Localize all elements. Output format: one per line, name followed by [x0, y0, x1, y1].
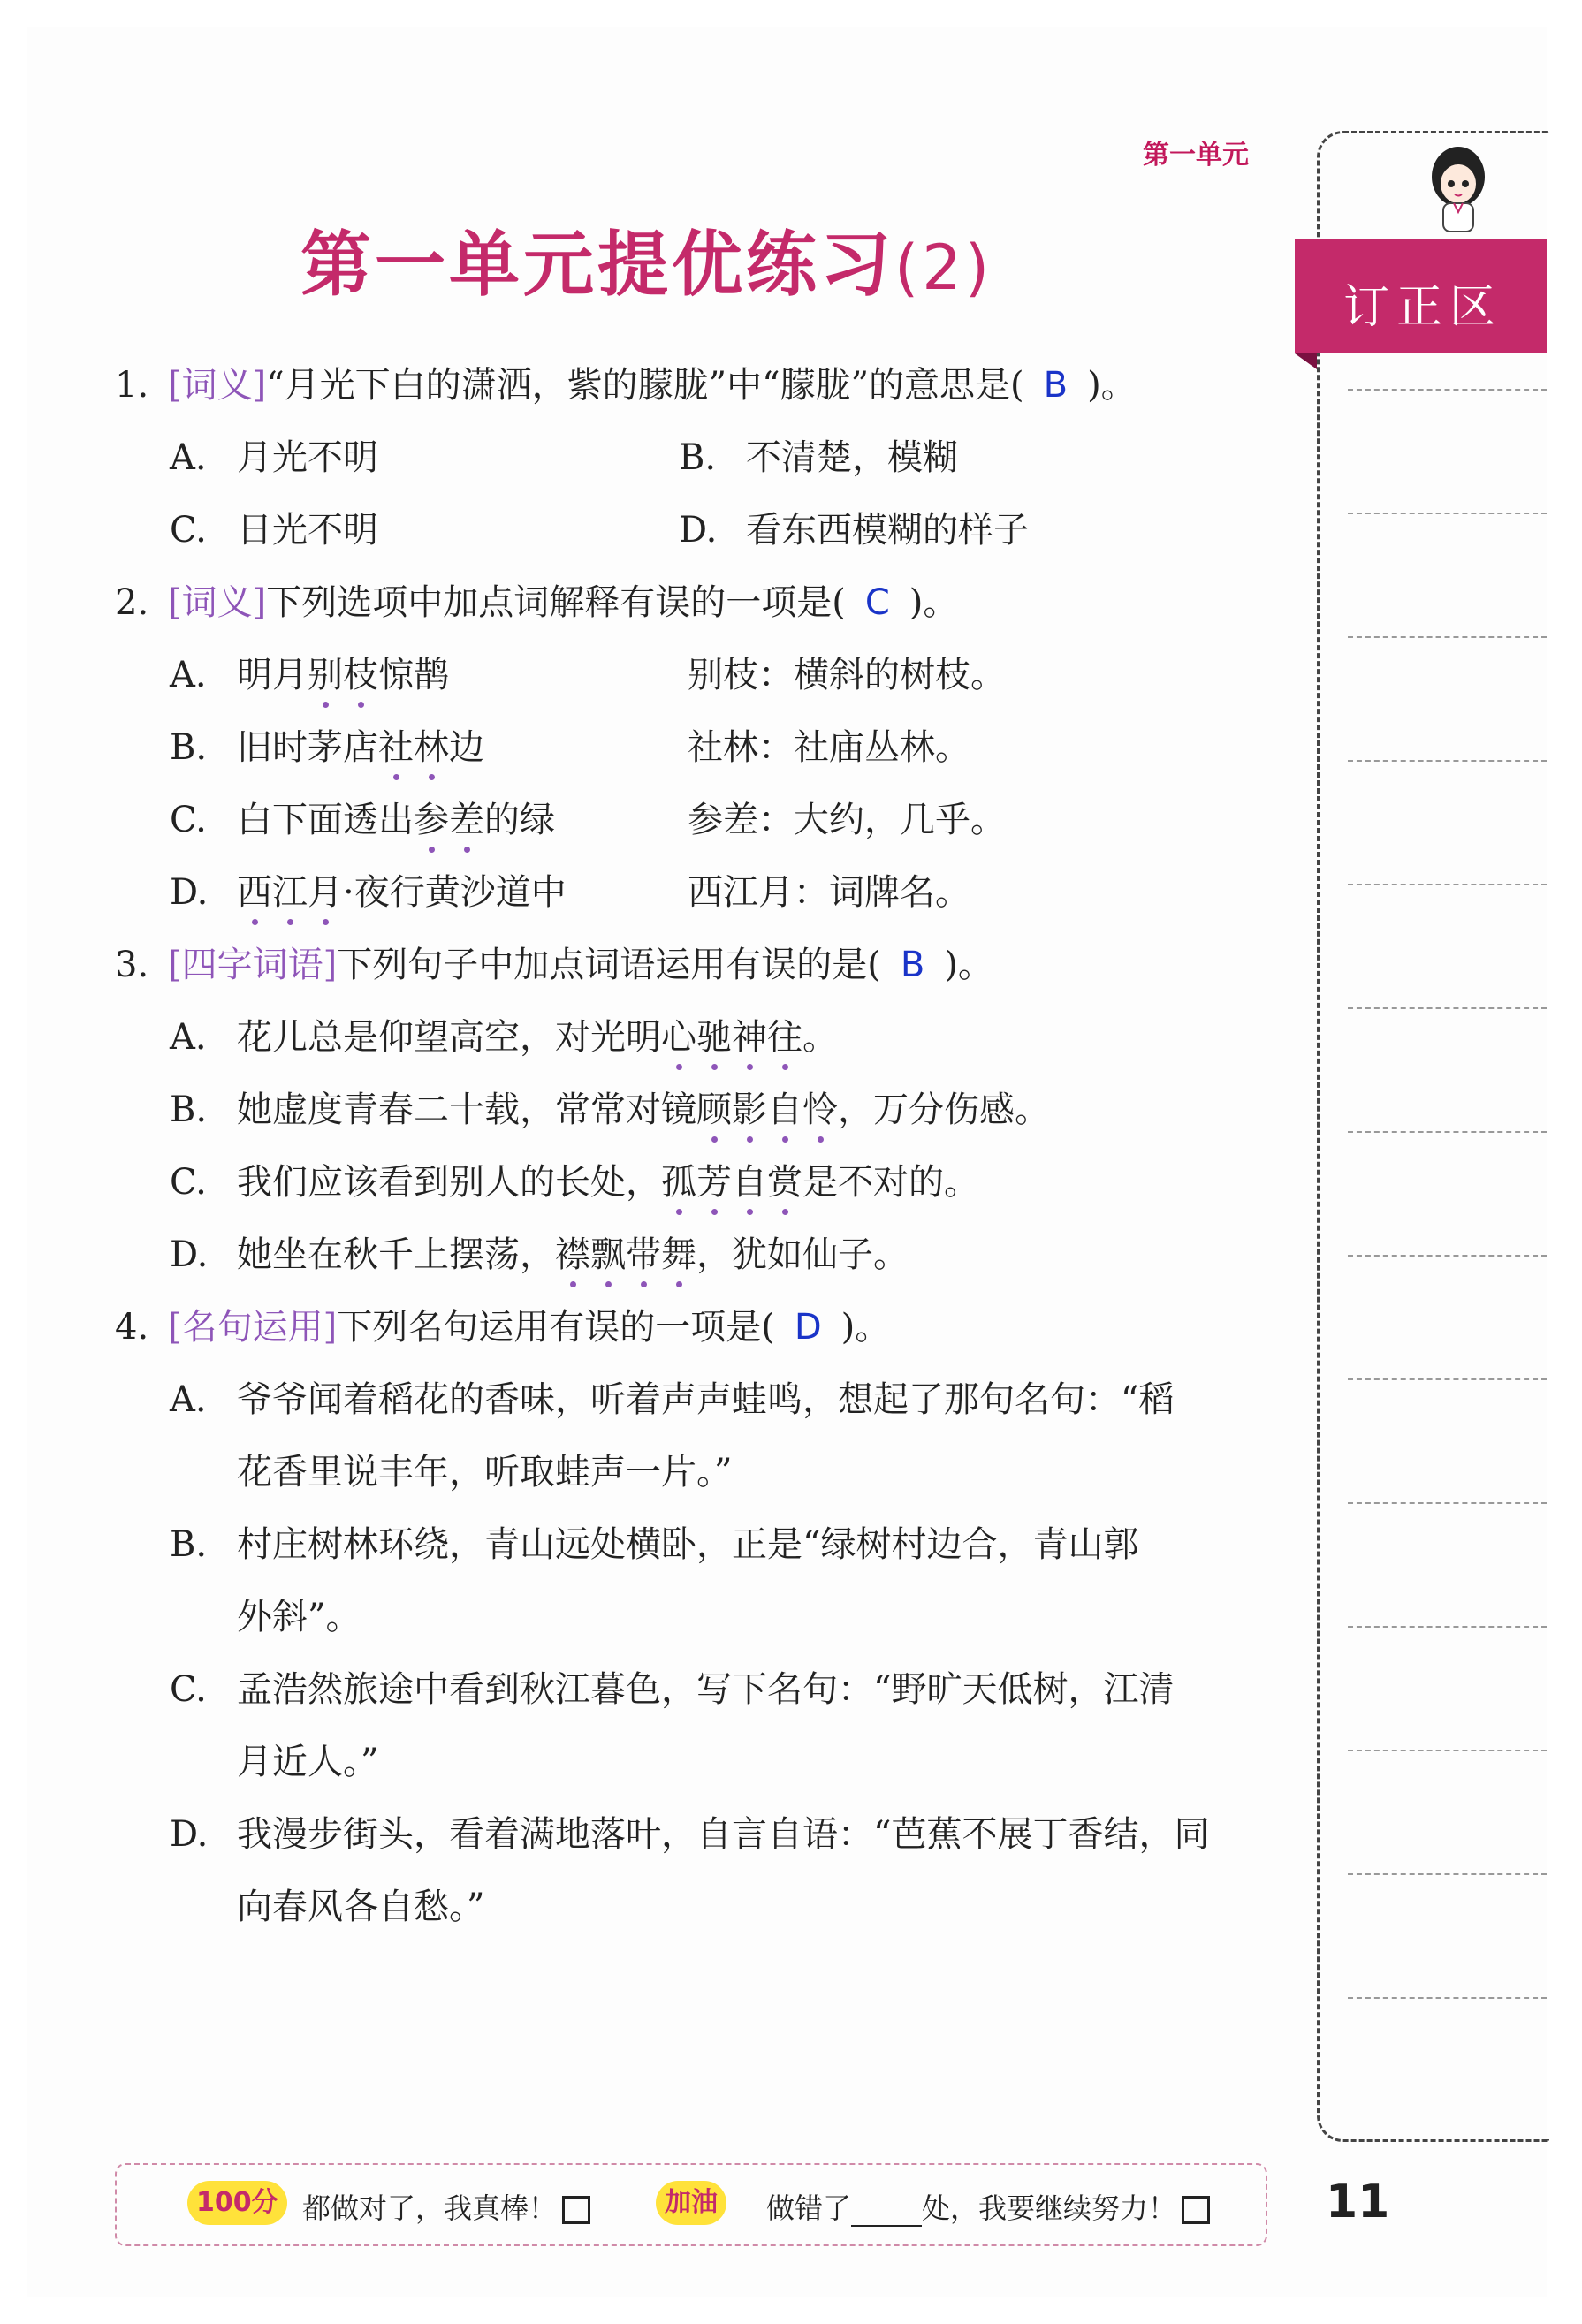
option-letter: D. — [170, 1234, 209, 1275]
dotted-char: 怜 — [802, 1090, 838, 1130]
correction-line[interactable] — [1348, 1007, 1547, 1009]
option-text: ·夜行黄沙道中 — [343, 872, 567, 913]
option-text: 边 — [449, 727, 484, 768]
option-text: 月光不明 — [237, 437, 378, 478]
all-correct-text — [302, 2186, 590, 2227]
correction-line[interactable] — [1348, 1131, 1547, 1133]
option-letter: B. — [170, 1090, 208, 1130]
option-letter: B. — [170, 1524, 208, 1565]
option-text: 不清楚，模糊 — [746, 437, 958, 478]
dotted-word — [661, 1162, 802, 1203]
option-text: 我们应该看到别人的长处， — [237, 1162, 661, 1203]
option-row — [115, 1219, 1290, 1291]
correction-line[interactable] — [1348, 1626, 1547, 1628]
unit-label: 第一单元 — [1143, 140, 1249, 171]
question-stem — [115, 349, 1290, 422]
stem-end: )。 — [944, 945, 993, 985]
option-text: 我漫步街头，看着满地落叶，自言自语：“芭蕉不展丁香结，同 — [237, 1814, 1210, 1855]
option-row — [115, 1508, 1290, 1581]
stem-text: 下列选项中加点词解释有误的一项是( — [266, 582, 846, 623]
option-explanation: 西江月：词牌名。 — [688, 872, 970, 913]
option-text: 她虚度青春二十载，常常对镜 — [237, 1090, 696, 1130]
answer-value[interactable]: D — [794, 1307, 822, 1348]
option-row — [115, 1653, 1290, 1726]
option-letter: B. — [170, 727, 208, 768]
dotted-char: 社 — [378, 727, 414, 768]
option-letter: C. — [170, 1162, 207, 1203]
dotted-word — [555, 1234, 696, 1275]
option-text: 。 — [802, 1017, 838, 1058]
option-text: 花儿总是仰望高空，对光明 — [237, 1017, 661, 1058]
option-text: 旧时茅店 — [237, 727, 378, 768]
option-row — [115, 1363, 1290, 1436]
title-main: 第一单元提优练习 — [300, 224, 894, 306]
question-tag: [四字词语] — [168, 945, 338, 985]
dotted-char: 飘 — [590, 1234, 626, 1275]
option-row — [115, 639, 1290, 711]
dotted-char: 枝 — [343, 655, 378, 695]
dotted-char: 神 — [732, 1017, 767, 1058]
dotted-char: 江 — [272, 872, 308, 913]
dotted-char: 孤 — [661, 1162, 696, 1203]
dotted-word — [308, 655, 378, 695]
correction-line[interactable] — [1348, 1502, 1547, 1504]
dotted-char: 带 — [626, 1234, 661, 1275]
stem-end: )。 — [840, 1307, 891, 1348]
dotted-char: 林 — [414, 727, 449, 768]
option-letter: C. — [170, 510, 207, 551]
dotted-char: 襟 — [555, 1234, 590, 1275]
answer-value[interactable]: B — [900, 945, 925, 985]
option-letter: A. — [170, 655, 207, 695]
mistakes-label-post: 处，我要继续努力！ — [922, 2191, 1177, 2225]
correction-line[interactable] — [1348, 513, 1547, 514]
full-score-badge: 100分 — [187, 2181, 287, 2225]
dotted-char: 差 — [449, 800, 484, 840]
option-text: 看东西模糊的样子 — [746, 510, 1029, 551]
option-row — [115, 784, 1290, 856]
dotted-char: 别 — [308, 655, 343, 695]
all-correct-label: 都做对了，我真棒！ — [302, 2191, 558, 2225]
option-letter: C. — [170, 800, 207, 840]
stem-text: “月光下白的潇洒，紫的朦胧”中“朦胧”的意思是( — [266, 365, 1024, 406]
dotted-char: 影 — [732, 1090, 767, 1130]
dotted-char: 自 — [732, 1162, 767, 1203]
all-correct-checkbox[interactable] — [562, 2196, 590, 2224]
dotted-char: 参 — [414, 800, 449, 840]
option-text: 惊鹊 — [378, 655, 449, 695]
dotted-word — [414, 800, 484, 840]
option-row — [115, 422, 1290, 494]
correction-line[interactable] — [1348, 1997, 1547, 1999]
answer-value[interactable]: B — [1043, 365, 1069, 406]
option-letter: D. — [170, 1814, 209, 1855]
question-number: 3. — [115, 945, 149, 985]
question-list — [115, 349, 1290, 1943]
dotted-char: 芳 — [696, 1162, 732, 1203]
title-paren: (2) — [894, 232, 993, 304]
dotted-char: 顾 — [696, 1090, 732, 1130]
option-text: 孟浩然旅途中看到秋江暮色，写下名句：“野旷天低树，江清 — [237, 1669, 1175, 1710]
correction-line[interactable] — [1348, 1873, 1547, 1875]
dotted-char: 月 — [308, 872, 343, 913]
correction-line[interactable] — [1348, 884, 1547, 885]
option-row — [115, 1074, 1290, 1146]
question-stem — [115, 566, 1290, 639]
option-continuation: 花香里说丰年，听取蛙声一片。” — [237, 1452, 733, 1492]
option-explanation: 社林：社庙丛林。 — [688, 727, 970, 768]
option-letter: C. — [170, 1669, 207, 1710]
correction-line[interactable] — [1348, 1255, 1547, 1257]
dotted-char: 舞 — [661, 1234, 696, 1275]
page-title — [300, 208, 993, 309]
option-continuation: 外斜”。 — [237, 1597, 361, 1637]
dotted-char: 驰 — [696, 1017, 732, 1058]
option-text: ，万分伤感。 — [838, 1090, 1050, 1130]
mistakes-checkbox[interactable] — [1182, 2196, 1210, 2224]
option-row — [115, 856, 1290, 929]
page-number: 11 — [1326, 2176, 1390, 2229]
dotted-word — [661, 1017, 802, 1058]
stem-text: 下列句子中加点词语运用有误的是( — [337, 945, 881, 985]
dotted-word — [378, 727, 449, 768]
option-letter: A. — [170, 437, 207, 478]
option-text: 她坐在秋千上摆荡， — [237, 1234, 555, 1275]
option-row — [115, 1146, 1290, 1219]
option-text: ，犹如仙子。 — [696, 1234, 909, 1275]
option-explanation: 别枝：横斜的树枝。 — [688, 655, 1006, 695]
tag-fold — [1295, 353, 1317, 369]
option-text: 村庄树林环绕，青山远处横卧，正是“绿树村边合，青山郭 — [237, 1524, 1139, 1565]
dotted-char: 自 — [767, 1090, 802, 1130]
answer-value[interactable]: C — [864, 582, 890, 623]
stem-end: )。 — [1087, 365, 1137, 406]
dotted-char: 西 — [237, 872, 272, 913]
correction-line[interactable] — [1348, 760, 1547, 762]
correction-line[interactable] — [1348, 389, 1547, 391]
question-number: 1. — [115, 365, 149, 406]
stem-end: )。 — [909, 582, 959, 623]
option-row — [115, 494, 1290, 566]
option-letter: D. — [679, 510, 718, 551]
option-continuation: 月近人。” — [237, 1742, 379, 1782]
question-stem — [115, 1291, 1290, 1363]
option-row — [115, 1001, 1290, 1074]
option-text: 明月 — [237, 655, 308, 695]
option-letter: A. — [170, 1017, 207, 1058]
question-tag: [词义] — [168, 582, 267, 623]
dotted-word — [237, 872, 343, 913]
question-tag: [词义] — [168, 365, 267, 406]
dotted-char: 赏 — [767, 1162, 802, 1203]
option-text: 是不对的。 — [802, 1162, 979, 1203]
option-text: 白下面透出 — [237, 800, 414, 840]
option-text: 爷爷闻着稻花的香味，听着声声蛙鸣，想起了那句名句：“稻 — [237, 1379, 1175, 1420]
option-letter: B. — [679, 437, 717, 478]
option-text: 的绿 — [484, 800, 555, 840]
correction-area-frame — [1317, 131, 1549, 2142]
stem-text: 下列名句运用有误的一项是( — [337, 1307, 775, 1348]
question-number: 4. — [115, 1307, 149, 1348]
option-letter: D. — [170, 872, 209, 913]
option-row — [115, 711, 1290, 784]
mistakes-count-blank[interactable] — [851, 2199, 922, 2227]
question-stem — [115, 929, 1290, 1001]
option-text: 日光不明 — [237, 510, 378, 551]
dotted-char: 心 — [661, 1017, 696, 1058]
option-explanation: 参差：大约，几乎。 — [688, 800, 1006, 840]
correction-line[interactable] — [1348, 1378, 1547, 1380]
option-continuation: 向春风各自愁。” — [237, 1887, 485, 1927]
self-check-bar — [115, 2163, 1267, 2246]
correction-line[interactable] — [1348, 636, 1547, 638]
correction-line[interactable] — [1348, 1750, 1547, 1751]
dotted-char: 往 — [767, 1017, 802, 1058]
question-number: 2. — [115, 582, 149, 623]
question-tag: [名句运用] — [168, 1307, 338, 1348]
cheer-badge: 加油 — [656, 2181, 726, 2225]
cartoon-girl-icon — [1418, 140, 1498, 241]
mistakes-text — [766, 2186, 1210, 2227]
correction-area-label: 订正区 — [1343, 281, 1503, 334]
option-row — [115, 1798, 1290, 1871]
option-letter: A. — [170, 1379, 207, 1420]
dotted-word — [696, 1090, 838, 1130]
mistakes-label-pre: 做错了 — [766, 2191, 852, 2225]
